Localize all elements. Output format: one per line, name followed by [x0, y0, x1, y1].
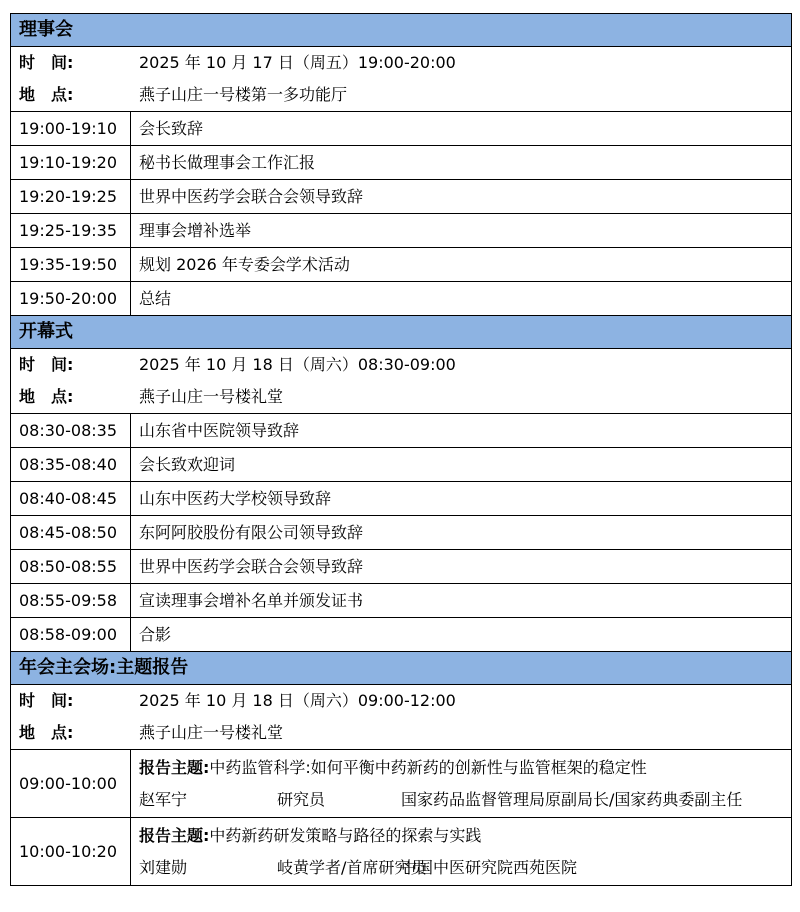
- report-topic: 中药监管科学:如何平衡中药新药的创新性与监管框架的稳定性: [209, 757, 647, 777]
- session-info: [11, 685, 792, 750]
- section-header: [11, 652, 792, 685]
- time-label: 时 间:: [19, 355, 74, 374]
- agenda-text: 会长致辞: [131, 112, 792, 146]
- session-time: 2025 年 10 月 18 日（周六）08:30-09:00: [139, 355, 456, 374]
- agenda-text: 世界中医药学会联合会领导致辞: [131, 180, 792, 214]
- session-time: 2025 年 10 月 17 日（周五）19:00-20:00: [139, 53, 456, 72]
- report-row: [11, 750, 792, 818]
- schedule-table: [10, 13, 792, 886]
- speaker-name: 赵军宁: [139, 789, 188, 809]
- agenda-text: 世界中医药学会联合会领导致辞: [131, 550, 792, 584]
- schedule-document: [10, 13, 791, 886]
- agenda-row: [11, 214, 792, 248]
- agenda-time: 19:50-20:00: [11, 282, 131, 316]
- section-header: [11, 14, 792, 47]
- agenda-row: [11, 112, 792, 146]
- speaker-title: 研究员: [277, 789, 326, 809]
- section-title: 理事会: [11, 14, 792, 47]
- agenda-time: 08:45-08:50: [11, 516, 131, 550]
- agenda-time: 08:30-08:35: [11, 414, 131, 448]
- agenda-time: 08:58-09:00: [11, 618, 131, 652]
- speaker-affiliation: 中国中医研究院西苑医院: [401, 857, 578, 877]
- agenda-time: 08:35-08:40: [11, 448, 131, 482]
- report-topic: 中药新药研发策略与路径的探索与实践: [209, 825, 482, 845]
- section-title: 开幕式: [11, 316, 792, 349]
- agenda-row: [11, 618, 792, 652]
- agenda-text: 东阿阿胶股份有限公司领导致辞: [131, 516, 792, 550]
- session-info: [11, 349, 792, 414]
- report-row: [11, 818, 792, 886]
- agenda-row: [11, 448, 792, 482]
- agenda-row: [11, 146, 792, 180]
- session-place: 燕子山庄一号楼礼堂: [139, 723, 284, 742]
- speaker-title: 岐黄学者/首席研究员: [277, 857, 427, 877]
- place-label: 地 点:: [19, 85, 74, 104]
- agenda-time: 19:10-19:20: [11, 146, 131, 180]
- session-info: [11, 47, 792, 112]
- agenda-text: 规划 2026 年专委会学术活动: [131, 248, 792, 282]
- agenda-text: 理事会增补选举: [131, 214, 792, 248]
- agenda-text: 总结: [131, 282, 792, 316]
- agenda-row: [11, 584, 792, 618]
- agenda-text: 秘书长做理事会工作汇报: [131, 146, 792, 180]
- agenda-time: 19:00-19:10: [11, 112, 131, 146]
- agenda-text: 合影: [131, 618, 792, 652]
- agenda-text: 宣读理事会增补名单并颁发证书: [131, 584, 792, 618]
- section-header: [11, 316, 792, 349]
- time-label: 时 间:: [19, 691, 74, 710]
- time-label: 时 间:: [19, 53, 74, 72]
- agenda-time: 19:35-19:50: [11, 248, 131, 282]
- report-time: 10:00-10:20: [11, 818, 131, 886]
- agenda-row: [11, 516, 792, 550]
- session-time: 2025 年 10 月 18 日（周六）09:00-12:00: [139, 691, 456, 710]
- agenda-time: 08:50-08:55: [11, 550, 131, 584]
- agenda-time: 08:40-08:45: [11, 482, 131, 516]
- agenda-time: 08:55-09:58: [11, 584, 131, 618]
- speaker-name: 刘建勋: [139, 857, 188, 877]
- topic-label: 报告主题:: [139, 825, 210, 845]
- agenda-row: [11, 482, 792, 516]
- agenda-row: [11, 414, 792, 448]
- agenda-row: [11, 550, 792, 584]
- place-label: 地 点:: [19, 387, 74, 406]
- speaker-affiliation: 国家药品监督管理局原副局长/国家药典委副主任: [401, 789, 743, 809]
- agenda-row: [11, 282, 792, 316]
- topic-label: 报告主题:: [139, 757, 210, 777]
- agenda-time: 19:20-19:25: [11, 180, 131, 214]
- session-place: 燕子山庄一号楼礼堂: [139, 387, 284, 406]
- agenda-time: 19:25-19:35: [11, 214, 131, 248]
- place-label: 地 点:: [19, 723, 74, 742]
- section-title: 年会主会场:主题报告: [11, 652, 792, 685]
- agenda-row: [11, 180, 792, 214]
- agenda-text: 山东中医药大学校领导致辞: [131, 482, 792, 516]
- agenda-row: [11, 248, 792, 282]
- agenda-text: 会长致欢迎词: [131, 448, 792, 482]
- agenda-text: 山东省中医院领导致辞: [131, 414, 792, 448]
- report-time: 09:00-10:00: [11, 750, 131, 818]
- session-place: 燕子山庄一号楼第一多功能厅: [139, 85, 348, 104]
